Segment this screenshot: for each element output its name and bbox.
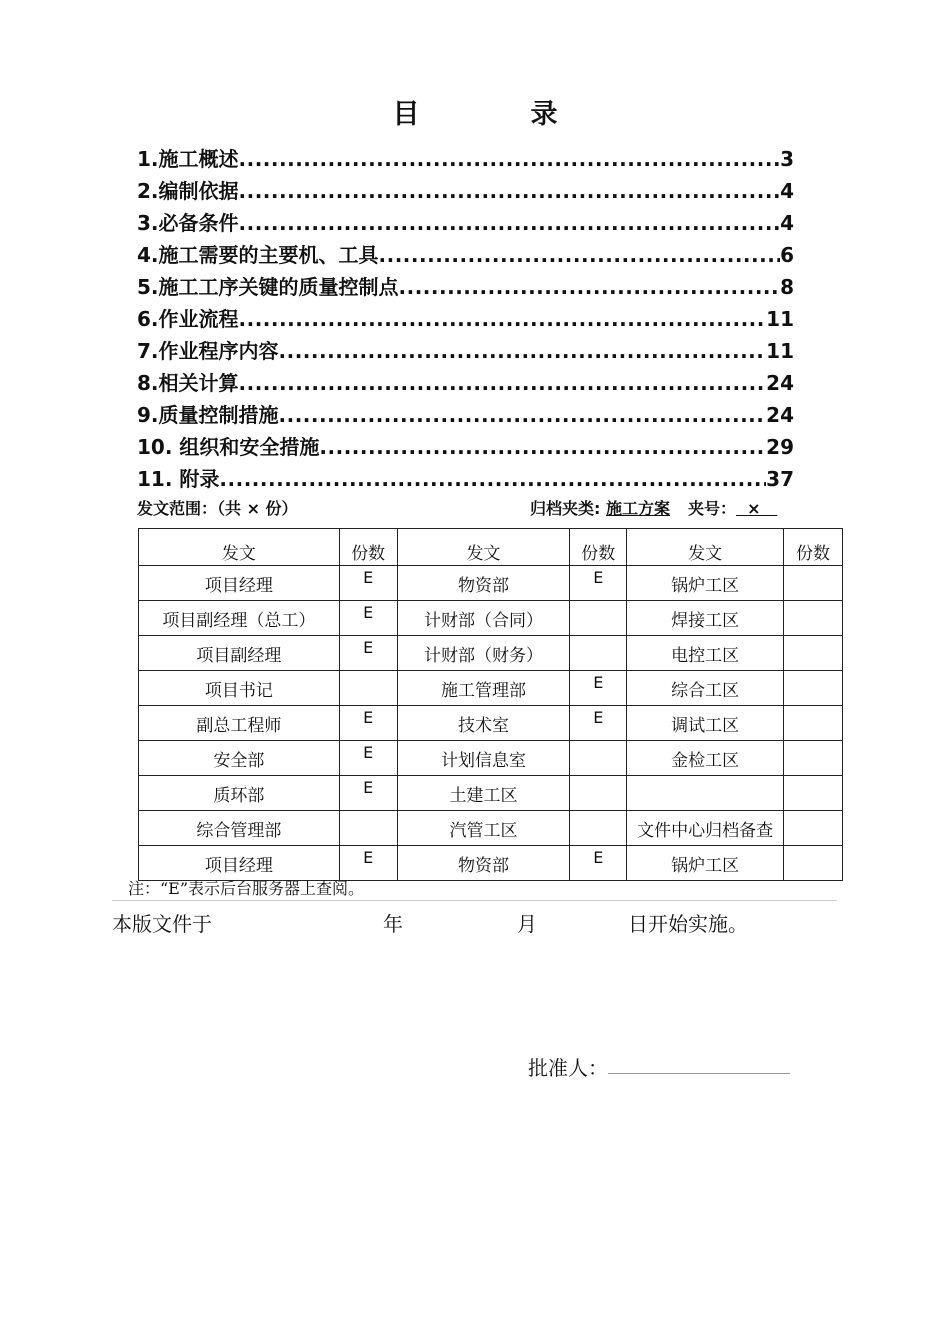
archive-info — [530, 496, 777, 519]
copies-cell: E — [339, 846, 397, 881]
toc-leader-dots — [219, 467, 766, 491]
copies-cell: E — [339, 636, 397, 671]
toc-entry-page: 4 — [780, 211, 794, 235]
copies-cell — [570, 636, 627, 671]
copies-cell — [784, 706, 843, 741]
copies-cell: E — [570, 566, 627, 601]
recipient-cell: 焊接工区 — [627, 601, 784, 636]
toc-entry-page: 24 — [766, 371, 794, 395]
toc-entry-title: 10. 组织和安全措施 — [137, 435, 320, 459]
toc-entry[interactable] — [137, 463, 794, 495]
toc-entry-title: 1.施工概述 — [137, 147, 239, 171]
recipient-cell: 技术室 — [397, 706, 570, 741]
folder-value — [736, 499, 777, 518]
toc-entry[interactable] — [137, 175, 794, 207]
copies-cell — [570, 741, 627, 776]
toc-leader-dots — [279, 403, 767, 427]
copies-cell — [784, 636, 843, 671]
approver-label: 批准人： — [528, 1056, 608, 1080]
divider — [112, 900, 837, 901]
folder-value-text: × — [747, 499, 761, 518]
toc-leader-dots — [239, 371, 767, 395]
toc-entry-page: 8 — [780, 275, 794, 299]
recipient-cell: 质环部 — [139, 776, 340, 811]
recipient-cell: 锅炉工区 — [627, 846, 784, 881]
distribution-header — [137, 496, 827, 520]
recipient-cell: 项目经理 — [139, 846, 340, 881]
copies-cell: E — [339, 601, 397, 636]
toc-entry-page: 6 — [780, 243, 794, 267]
toc-entry-title: 8.相关计算 — [137, 371, 239, 395]
implementation-month: 月 — [517, 912, 537, 936]
recipient-cell: 锅炉工区 — [627, 566, 784, 601]
table-note: 注：“E”表示后台服务器上查阅。 — [128, 879, 365, 898]
copies-cell: E — [570, 671, 627, 706]
toc-leader-dots — [319, 435, 766, 459]
toc-entry-title: 9.质量控制措施 — [137, 403, 279, 427]
table-row — [139, 671, 843, 706]
recipient-cell — [627, 776, 784, 811]
table-row — [139, 706, 843, 741]
table-header-row — [139, 529, 843, 566]
toc-entry-page: 37 — [766, 467, 794, 491]
toc-entry-title: 7.作业程序内容 — [137, 339, 279, 363]
header-recipient: 发文 — [627, 529, 784, 566]
recipient-cell: 文件中心归档备查 — [627, 811, 784, 846]
toc-leader-dots — [279, 339, 767, 363]
recipient-cell: 项目副经理 — [139, 636, 340, 671]
copies-cell: E — [570, 706, 627, 741]
copies-cell — [784, 811, 843, 846]
toc-entry[interactable] — [137, 303, 794, 335]
recipient-cell: 土建工区 — [397, 776, 570, 811]
toc-entry-title: 6.作业流程 — [137, 307, 239, 331]
copies-cell — [784, 671, 843, 706]
signature-line — [608, 1073, 790, 1074]
toc-leader-dots — [239, 179, 781, 203]
table-row — [139, 566, 843, 601]
header-copies: 份数 — [339, 529, 397, 566]
toc-entry-title: 11. 附录 — [137, 467, 220, 491]
copies-cell: E — [339, 741, 397, 776]
header-recipient: 发文 — [397, 529, 570, 566]
recipient-cell: 电控工区 — [627, 636, 784, 671]
toc-leader-dots — [239, 147, 781, 171]
toc-entry[interactable] — [137, 271, 794, 303]
implementation-prefix: 本版文件于 — [112, 912, 212, 936]
toc-entry-page: 11 — [766, 307, 794, 331]
copies-cell — [570, 601, 627, 636]
toc-entry-page: 29 — [766, 435, 794, 459]
recipient-cell: 施工管理部 — [397, 671, 570, 706]
copies-cell — [784, 601, 843, 636]
recipient-cell: 综合工区 — [627, 671, 784, 706]
toc-entry[interactable] — [137, 335, 794, 367]
implementation-day: 日开始实施。 — [628, 912, 748, 936]
copies-cell: E — [339, 776, 397, 811]
copies-cell — [784, 566, 843, 601]
page-title: 目 录 — [392, 99, 600, 130]
toc-entry-title: 5.施工工序关键的质量控制点 — [137, 275, 399, 299]
archive-value: 施工方案 — [605, 499, 670, 518]
copies-cell — [339, 671, 397, 706]
recipient-cell: 调试工区 — [627, 706, 784, 741]
implementation-year: 年 — [383, 912, 403, 936]
toc-entry[interactable] — [137, 239, 794, 271]
copies-cell: E — [339, 706, 397, 741]
toc-entry-page: 24 — [766, 403, 794, 427]
toc-entry[interactable] — [137, 367, 794, 399]
folder-label: 夹号： — [688, 499, 737, 518]
copies-cell — [784, 846, 843, 881]
table-row — [139, 636, 843, 671]
copies-cell — [570, 776, 627, 811]
copies-cell — [784, 776, 843, 811]
copies-cell — [784, 741, 843, 776]
recipient-cell: 物资部 — [397, 846, 570, 881]
table-row — [139, 776, 843, 811]
distribution-scope: 发文范围：（共 × 份） — [137, 499, 298, 518]
table-row — [139, 811, 843, 846]
copies-cell — [339, 811, 397, 846]
copies-cell — [570, 811, 627, 846]
recipient-cell: 金检工区 — [627, 741, 784, 776]
toc-entry-title: 4.施工需要的主要机、工具 — [137, 243, 379, 267]
recipient-cell: 计划信息室 — [397, 741, 570, 776]
recipient-cell: 安全部 — [139, 741, 340, 776]
recipient-cell: 副总工程师 — [139, 706, 340, 741]
toc-entry-title: 3.必备条件 — [137, 211, 239, 235]
header-copies: 份数 — [784, 529, 843, 566]
toc-entry-page: 4 — [780, 179, 794, 203]
recipient-cell: 综合管理部 — [139, 811, 340, 846]
table-row — [139, 741, 843, 776]
table-row — [139, 601, 843, 636]
copies-cell: E — [339, 566, 397, 601]
toc-leader-dots — [239, 211, 781, 235]
header-copies: 份数 — [570, 529, 627, 566]
recipient-cell: 项目经理 — [139, 566, 340, 601]
recipient-cell: 物资部 — [397, 566, 570, 601]
toc-leader-dots — [239, 307, 767, 331]
recipient-cell: 项目书记 — [139, 671, 340, 706]
toc-entry-page: 3 — [780, 147, 794, 171]
recipient-cell: 计财部（合同） — [397, 601, 570, 636]
toc-leader-dots — [379, 243, 781, 267]
toc-entry[interactable] — [137, 143, 794, 175]
recipient-cell: 计财部（财务） — [397, 636, 570, 671]
recipient-cell: 汽管工区 — [397, 811, 570, 846]
toc-entry-page: 11 — [766, 339, 794, 363]
table-of-contents — [137, 143, 794, 495]
header-recipient: 发文 — [139, 529, 340, 566]
distribution-table — [138, 528, 843, 881]
implementation-line — [112, 908, 872, 936]
toc-entry-title: 2.编制依据 — [137, 179, 239, 203]
copies-cell: E — [570, 846, 627, 881]
toc-leader-dots — [399, 275, 781, 299]
recipient-cell: 项目副经理（总工） — [139, 601, 340, 636]
toc-entry[interactable] — [137, 431, 794, 463]
toc-entry[interactable] — [137, 399, 794, 431]
archive-label: 归档夹类: — [530, 499, 601, 518]
toc-entry[interactable] — [137, 207, 794, 239]
